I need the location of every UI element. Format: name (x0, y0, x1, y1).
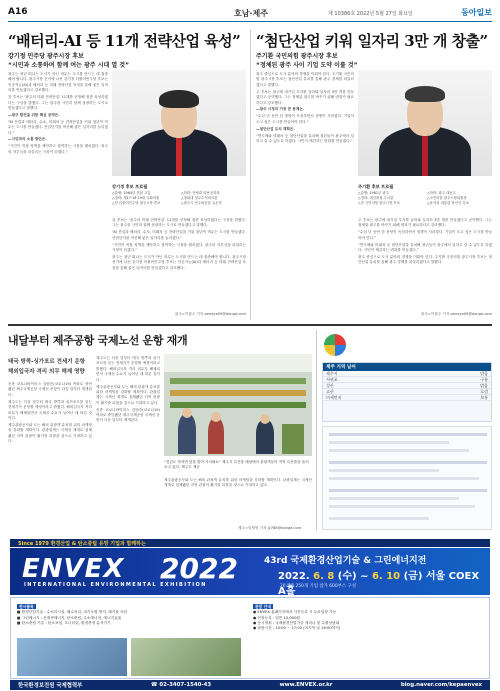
bottom-headline: 내달부터 제주공항 국제노선 운항 재개 (8, 334, 188, 347)
bottom-paragraph: 제주관광공사와 도는 해외 관광객 유치를 위한 마케팅을 강화할 계획이다. 관광업계는 국제선 재개로 침체됐던 지역 관광이 활기를 되찾을 것으로 기대하고 있다. (96, 384, 160, 405)
column-divider (250, 30, 251, 320)
right-paragraph: “반도체와 미래차 등 첨단산업을 유치해 청년들이 광주에서 일하고 살 수 있도록 하겠다. 시민이 체감하는 변화를 만들겠다.” (256, 133, 354, 143)
weather-box (322, 362, 492, 422)
ad-footer (10, 680, 490, 690)
photo-caption: “천년도 하려면 맛을 찾아 사서봐요” 제주시 특산물 매장에서 관광객들이 지역 특산품을 둘러보고 있다. 제주도 제공 (164, 460, 309, 469)
bottom-paragraph: 제주관광공사와 도는 해외 관광객 유치를 위한 마케팅을 강화할 계획이다. 관광업계는 국제선 재개로 침체됐던 지역 관광이 활기를 되찾을 것으로 기대하고 있다. (8, 422, 92, 444)
weather-row: 성산 맑음 (323, 383, 491, 389)
left-paragraph: ―광주 발전을 위한 핵심 공약은. (8, 112, 60, 117)
bottom-paragraph: 제주관광공사와 도는 해외 관광객 유치를 위한 마케팅을 강화할 계획이다. 관광업계는 국제선 재개로 침체됐던 지역 관광이 활기를 되찾을 것으로 기대하고 있다. (164, 478, 312, 488)
ad-body (10, 597, 490, 679)
right-subhead: “정체된 광주 사이 기업 도약 이룰 것” (256, 62, 358, 69)
right-body (256, 72, 354, 312)
bottom-paragraph: 신종 코로나바이러스 감염증(코로나19) 여파로 중단됐던 제주국제공항 국제선 운항이 다음 달부터 재개된다. (96, 407, 160, 423)
right-profile-item: △윤석열 대통령 당선인 특보 (427, 201, 469, 205)
left-paragraph: ―시민과의 소통 방안은. (8, 137, 47, 142)
right-paragraph: 주 후보는 광주에 대기업 투자를 끌어와 일자리 3만 개를 만들겠다고 공약했다. 그는 정체된 광주를 바꾸기 위해 변화가 필요하다고 강조했다. (256, 89, 354, 105)
right-profile-item: △경력: 대검찰청 수사관 (358, 196, 394, 200)
right-profile-item: △현 국민의힘 광주시장 후보 (358, 201, 400, 205)
left-body-2 (112, 218, 246, 310)
envex-logo: ENVEX (22, 554, 125, 584)
ad-title: 43rd 국제환경산업기술 & 그린에너지전 (264, 556, 427, 566)
candidate-photo-left (112, 70, 246, 176)
right-paragraph: 광주 중심으로 도시 분야의 경쟁을 이뤄야 한다. 주기환 국민의힘 광주시장 후보는 첨단산업 유치를 통해 광주 경제를 되살리겠다고 말했다. (358, 254, 492, 265)
right-profile (358, 184, 492, 206)
left-profile-item: △현 더불어민주당 광주시장 후보 (112, 201, 161, 205)
section-divider (8, 324, 492, 326)
left-profile-item: △경력: 제17·18·19대 국회의원 (112, 196, 160, 200)
ad-left-block (17, 604, 245, 626)
bottom-paragraph: 신종 코로나바이러스 감염증(코로나19) 여파로 중단됐던 제주국제공항 국제선 운항이 다음 달부터 재개된다. (8, 382, 92, 397)
ad-right-item: ● ENVEX 홈페이지에서 사전등록 시 무료입장 가능 (253, 610, 337, 615)
ad-left-item: ■ 환경산업기술 : 수처리시설, 폐수처리, 대기오염 방지, 폐기물 처리 (17, 610, 128, 615)
ad-info: 20개국 250개 기업 참가 600부스 구성 (280, 584, 356, 589)
ad-footer-org: 한국환경보전원 국제협력부 (18, 683, 83, 689)
right-profile-title: 주기환 후보 프로필 (358, 184, 394, 189)
bottom-paragraph: 제주도는 다음 달부터 태국 방콕과 싱가포르를 잇는 전세기가 운항할 예정이라고 밝혔다. 해외입국자 격리 의무가 해제되면서 국제선 수요가 늘어난 데 따른 것이다. (96, 356, 160, 382)
left-byline: 강기정 민주당 광주시장 후보 (8, 53, 84, 60)
ad-footer-web[interactable]: www.ENVEX.or.kr (279, 682, 333, 688)
ad-left-tag: 전시품목 (19, 604, 34, 609)
left-paragraph: “AI 산업과 배터리, 수소, 미래차 등 전략산업을 키워 청년이 머무는 도시를 만들겠다. 산업단지를 혁신해 좋은 일자리를 늘리겠다.” (112, 230, 246, 240)
left-profile (112, 184, 246, 206)
ad-left-item: ■ 탄소중립 기술 : 탄소포집, 모니터링, 환경측정 분석기기 (17, 620, 111, 625)
bottom-body-1 (8, 382, 92, 530)
bottom-body-3 (164, 478, 312, 526)
ad-left-item: ■ 그린에너지 : 신재생에너지, 탄소중립, 수소에너지, 에너지효율 (17, 615, 122, 620)
ad-top-bar (10, 539, 490, 547)
left-profile-item: △청와대 정무수석비서관 (181, 196, 218, 200)
weather-title: 제주 지역 날씨 (323, 363, 491, 371)
right-credit: 광주=이형주 기자 peneye09@donga.com (420, 312, 492, 316)
ad-dates: 2022. 6. 8 (수) ~ 6. 10 (금) 서울 COEX A홀 (278, 571, 480, 595)
weather-row: 제주시 맑음 (323, 371, 491, 377)
right-article (256, 26, 492, 322)
exhibit-photo (131, 638, 241, 676)
left-paragraph: “AI 산업과 배터리, 수소, 미래차 등 전략산업을 키워 청년이 머무는 도시를 만들겠다. 산업단지를 혁신해 좋은 일자리를 늘리겠다.” (8, 119, 108, 135)
right-paragraph: 광주 중심으로 도시 분야의 경쟁을 이뤄야 한다. 주기환 국민의힘 광주시장 후보는 첨단산업 유치를 통해 광주 경제를 되살리겠다고 말했다. (256, 72, 354, 87)
right-body-2 (358, 218, 492, 310)
exhibit-photo (17, 638, 127, 676)
left-credit: 광주=이형주 기자 peneye09@donga.com (174, 312, 246, 316)
right-profile-item: △출생: 1961년 광주 (358, 191, 389, 195)
right-paragraph: ―광주 시정의 가장 큰 문제는. (256, 107, 305, 112)
ad-footer-tel: ☎ 02-3407-1540-43 (150, 682, 212, 688)
ad-right-block (253, 604, 485, 631)
right-paragraph: 주 후보는 광주에 대기업 투자를 끌어와 일자리 3만 개를 만들겠다고 공약했다. 그는 정체된 광주를 바꾸기 위해 변화가 필요하다고 강조했다. (358, 218, 492, 228)
right-paragraph: “반도체와 미래차 등 첨단산업을 유치해 청년들이 광주에서 일하고 살 수 있도록 하겠다. 시민이 체감하는 변화를 만들겠다.” (358, 242, 492, 253)
left-headline: “배터리-AI 등 11개 전략산업 육성” (8, 32, 241, 50)
right-paragraph: ―첨단산업 유치 계획은. (256, 126, 295, 131)
side-ad-box (322, 426, 492, 530)
left-paragraph: 강 후보는 '광주의 미래 전략산업' 11개를 선정해 집중 육성하겠다는 구상을 밝혔다. 그는 광주를 시민과 함께 성장하는 도시로 만들겠다고 말했다. (8, 95, 108, 110)
left-paragraph: 강 후보는 '광주의 미래 전략산업' 11개를 선정해 집중 육성하겠다는 구상을 밝혔다. 그는 광주를 시민과 함께 성장하는 도시로 만들겠다고 말했다. (112, 218, 246, 228)
left-paragraph: 광주는 청년 떠나는 도시가 아닌 머무는 도시를 만드는 데 집중해야 합니다. 광주시장 선거에 나선 강기정 더불어민주당 후보는 인공지능(AI)과 배터리 등 미래 전략산업 육성을 통해 좋은 일자리를 만들겠다고 강조했다. (112, 254, 246, 270)
left-paragraph: “시민이 직접 정책을 제안하고 참여하는 시정을 펼치겠다. 광주의 자부심을 되살리는 시장이 되겠다.” (112, 242, 246, 253)
bottom-paragraph: 제주도는 다음 달부터 태국 방콕과 싱가포르를 잇는 전세기가 운항할 예정이라고 밝혔다. 해외입국자 격리 의무가 해제되면서 국제선 수요가 늘어난 데 따른 것이다. (8, 399, 92, 420)
envex-subtitle: INTERNATIONAL ENVIRONMENTAL EXHIBITION (24, 582, 207, 588)
weather-logo (322, 332, 348, 358)
ad-banner (10, 548, 490, 595)
right-paragraph: “수십 년 동안 한 정당이 독점하면서 경쟁이 사라졌다. 기업이 오고 싶은 도시를 만들어야 한다.” (256, 114, 354, 124)
page-header (8, 6, 492, 22)
issue-meta: 제 10386호 2022년 5월 27일 화요일 (328, 11, 413, 17)
ad-top-text: Since 1979 환경산업 & 탄소중립 유망 기업과 함께하는 (18, 540, 146, 547)
left-paragraph: “시민이 직접 정책을 제안하고 참여하는 시정을 펼치겠다. 광주의 자부심을 되살리는 시장이 되겠다.” (8, 144, 108, 154)
left-profile-item: △출생: 1964년 전남 고흥 (112, 191, 151, 195)
market-photo (164, 354, 312, 456)
left-profile-item: △광주시 민주화운동 유공자 (181, 201, 222, 205)
candidate-photo-right (358, 70, 492, 176)
weather-row: 고산 흐림 (323, 389, 491, 395)
ad-right-tag: 관람 안내 (255, 604, 271, 609)
right-headline: “첨단산업 키워 일자리 3만 개 창출” (256, 32, 488, 50)
right-paragraph: “수십 년 동안 한 정당이 독점하면서 경쟁이 사라졌다. 기업이 오고 싶은 도시를 만들어야 한다.” (358, 230, 492, 240)
column-divider (316, 330, 317, 530)
left-paragraph: 광주는 청년 떠나는 도시가 아닌 머무는 도시를 만드는 데 집중해야 합니다. 광주시장 선거에 나선 강기정 더불어민주당 후보는 인공지능(AI)과 배터리 등 미래 전략산업 육성을 통해 좋은 일자리를 만들겠다고 강조했다. (8, 72, 108, 93)
left-body (8, 72, 108, 312)
right-profile-item: △학력: 광주 대동고 (427, 191, 456, 195)
weather-row: 미세먼지 보통 (323, 395, 491, 401)
right-byline: 주기환 국민의힘 광주시장 후보 (256, 53, 338, 60)
bottom-subhead-2: 해외입국자 격리 의무 해제 영향 (8, 369, 85, 375)
ad-year: 2022 (160, 552, 238, 585)
right-profile-item: △국민의힘 광주시당위원장 (427, 196, 467, 200)
paper-logo: 동아일보 (461, 8, 492, 17)
left-profile-item: △학력: 연세대 의용공학과 (181, 191, 220, 195)
left-profile-title: 강기정 후보 프로필 (112, 184, 148, 189)
pinwheel-icon (322, 332, 348, 358)
left-article (8, 26, 246, 322)
weather-row: 서귀포 구름 (323, 377, 491, 383)
page-number: A16 (8, 7, 28, 17)
bottom-credit: 제주=임재영 기자 jy788@donga.com (238, 526, 302, 530)
envex-advertisement (0, 539, 500, 691)
bottom-body-2 (96, 356, 160, 530)
bottom-subhead-1: 태국 방콕-싱가포르 전세기 운항 (8, 359, 86, 365)
section-title: 호남·제주 (234, 9, 268, 18)
left-subhead: “시민과 소통하며 함께 여는 광주 시대 열 것” (8, 62, 130, 69)
ad-right-item: ● 관람시간 : 10:00 ~ 17:00 (마지막 날 16:00까지) (253, 626, 341, 631)
ad-footer-blog[interactable]: blog.naver.com/kepaenvex (400, 682, 482, 688)
ad-right-item: ● 동시개최 : 국제환경산업기술 세미나 및 수출상담회 (253, 620, 340, 625)
ad-right-item: ● 현장등록 : 일반 10,000원 (253, 615, 300, 620)
